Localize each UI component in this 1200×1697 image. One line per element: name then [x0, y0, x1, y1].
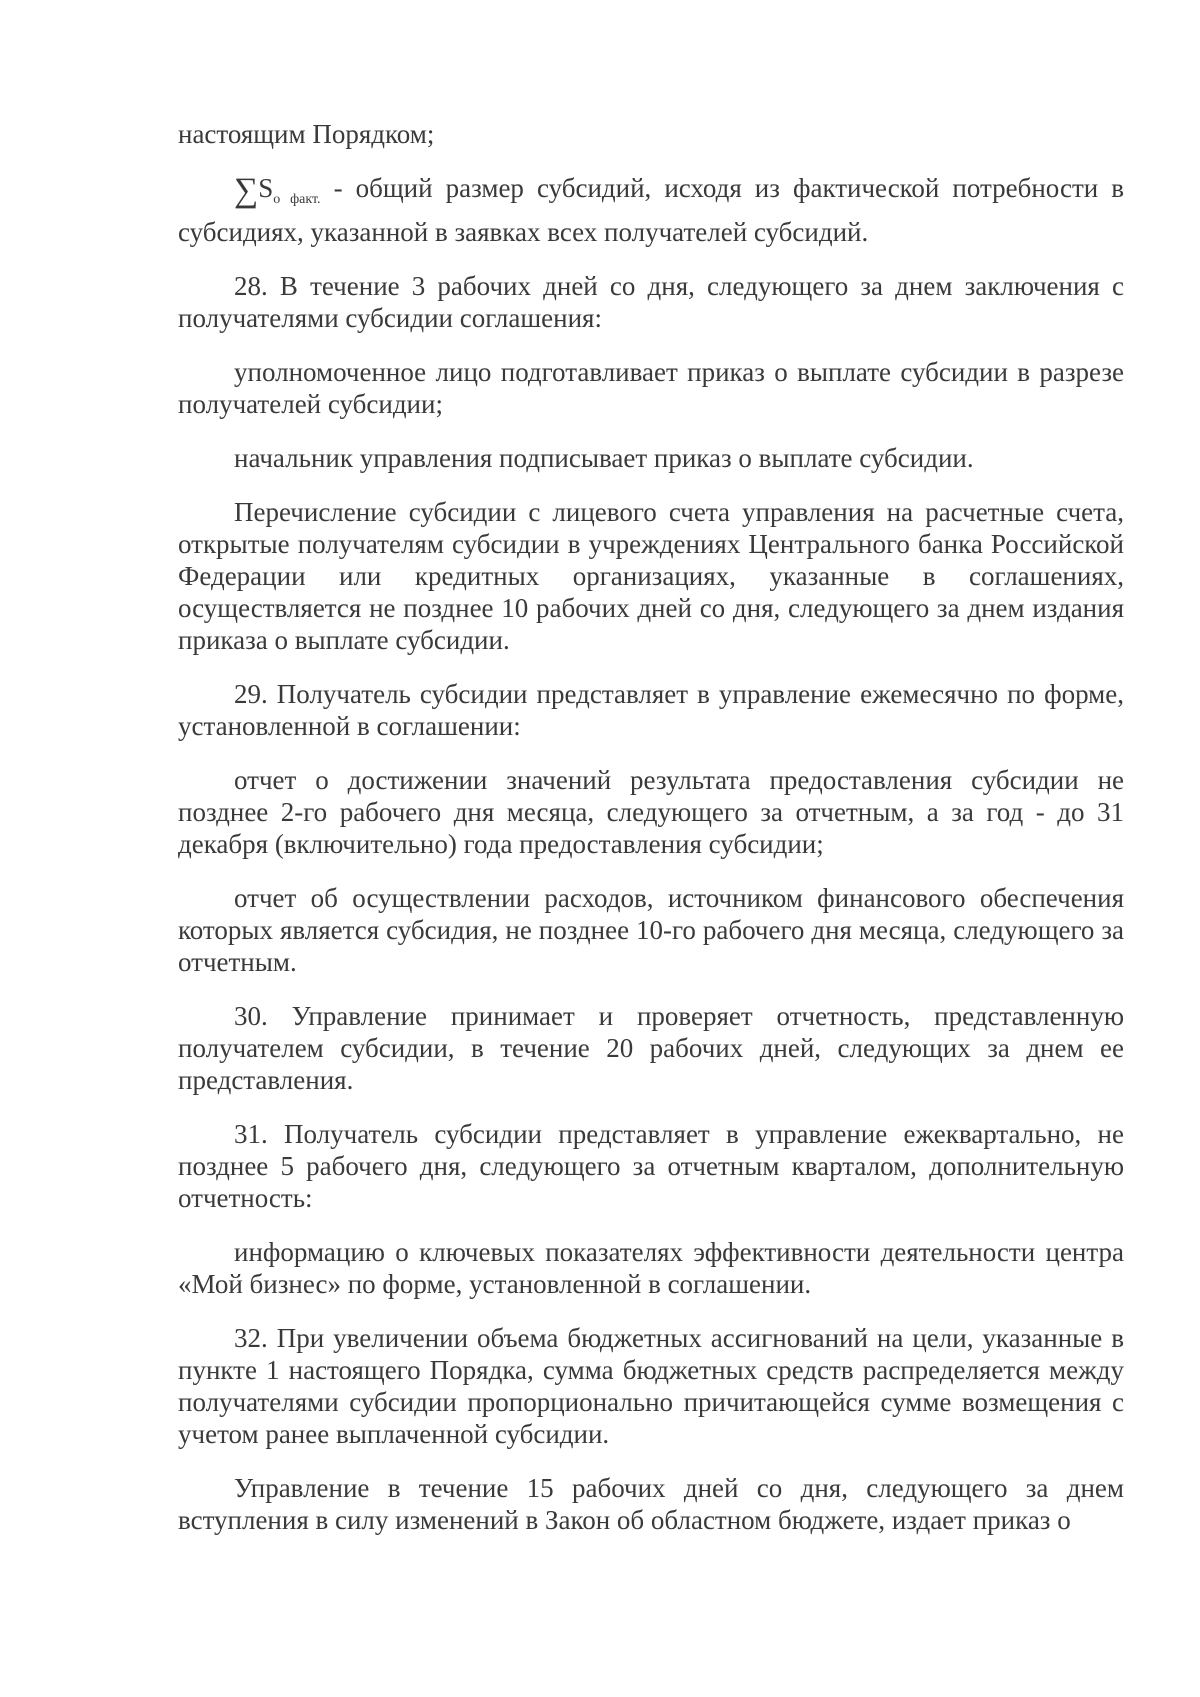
paragraph-29-item-2: отчет об осуществлении расходов, источником финансового обеспечения которых является субсидия, не позднее 10-го рабочего дня месяца, следующего за отчетным.	[178, 883, 1124, 977]
formula-subscript: о факт.	[273, 192, 321, 207]
formula-variable: S	[258, 173, 274, 203]
paragraph-intro: настоящим Порядком;	[178, 119, 435, 149]
sigma-symbol: ∑	[234, 172, 259, 209]
document-body	[178, 118, 1124, 1558]
paragraph-28: 28. В течение 3 рабочих дней со дня, следующего за днем заключения с получателями субсидии соглашения:	[178, 271, 1124, 333]
paragraph-final: Управление в течение 15 рабочих дней со дня, следующего за днем вступления в силу изменений в Закон об областном бюджете, издает приказ о	[178, 1473, 1124, 1535]
paragraph-29: 29. Получатель субсидии представляет в управление ежемесячно по форме, установленной в соглашении:	[178, 679, 1124, 741]
paragraph-32: 32. При увеличении объема бюджетных ассигнований на цели, указанные в пункте 1 настоящего Порядка, сумма бюджетных средств распределяется между получателями субсидии пропорционально причитающейся сумме возмещения с учетом ранее выплаченной субсидии.	[178, 1323, 1124, 1449]
paragraph-31: 31. Получатель субсидии представляет в управление ежеквартально, не позднее 5 рабочего дня, следующего за отчетным кварталом, дополнительную отчетность:	[178, 1119, 1124, 1213]
formula-description: - общий размер субсидий, исходя из фактической потребности в субсидиях, указанной в заявках всех получателей субсидий.	[178, 173, 1125, 247]
paragraph-28-item-1: уполномоченное лицо подготавливает приказ о выплате субсидии в разрезе получателей субсидии;	[178, 357, 1124, 419]
paragraph-30: 30. Управление принимает и проверяет отчетность, представленную получателем субсидии, в течение 20 рабочих дней, следующих за днем ее представления.	[178, 1001, 1124, 1095]
paragraph-29-item-1: отчет о достижении значений результата предоставления субсидии не позднее 2-го рабочего дня месяца, следующего за отчетным, а за год - до 31 декабря (включительно) года предоставления субсидии;	[178, 765, 1124, 859]
paragraph-formula	[178, 172, 1124, 248]
paragraph-31-item-1: информацию о ключевых показателях эффективности деятельности центра «Мой бизнес» по форме, установленной в соглашении.	[178, 1237, 1124, 1299]
paragraph-transfer: Перечисление субсидии с лицевого счета управления на расчетные счета, открытые получателям субсидии в учреждениях Центрального банка Российской Федерации или кредитных организациях, указанные в соглашениях, осуществляется не позднее 10 рабочих дней со дня, следующего за днем издания приказа о выплате субсидии.	[178, 497, 1124, 655]
paragraph-28-item-2: начальник управления подписывает приказ о выплате субсидии.	[234, 443, 974, 473]
